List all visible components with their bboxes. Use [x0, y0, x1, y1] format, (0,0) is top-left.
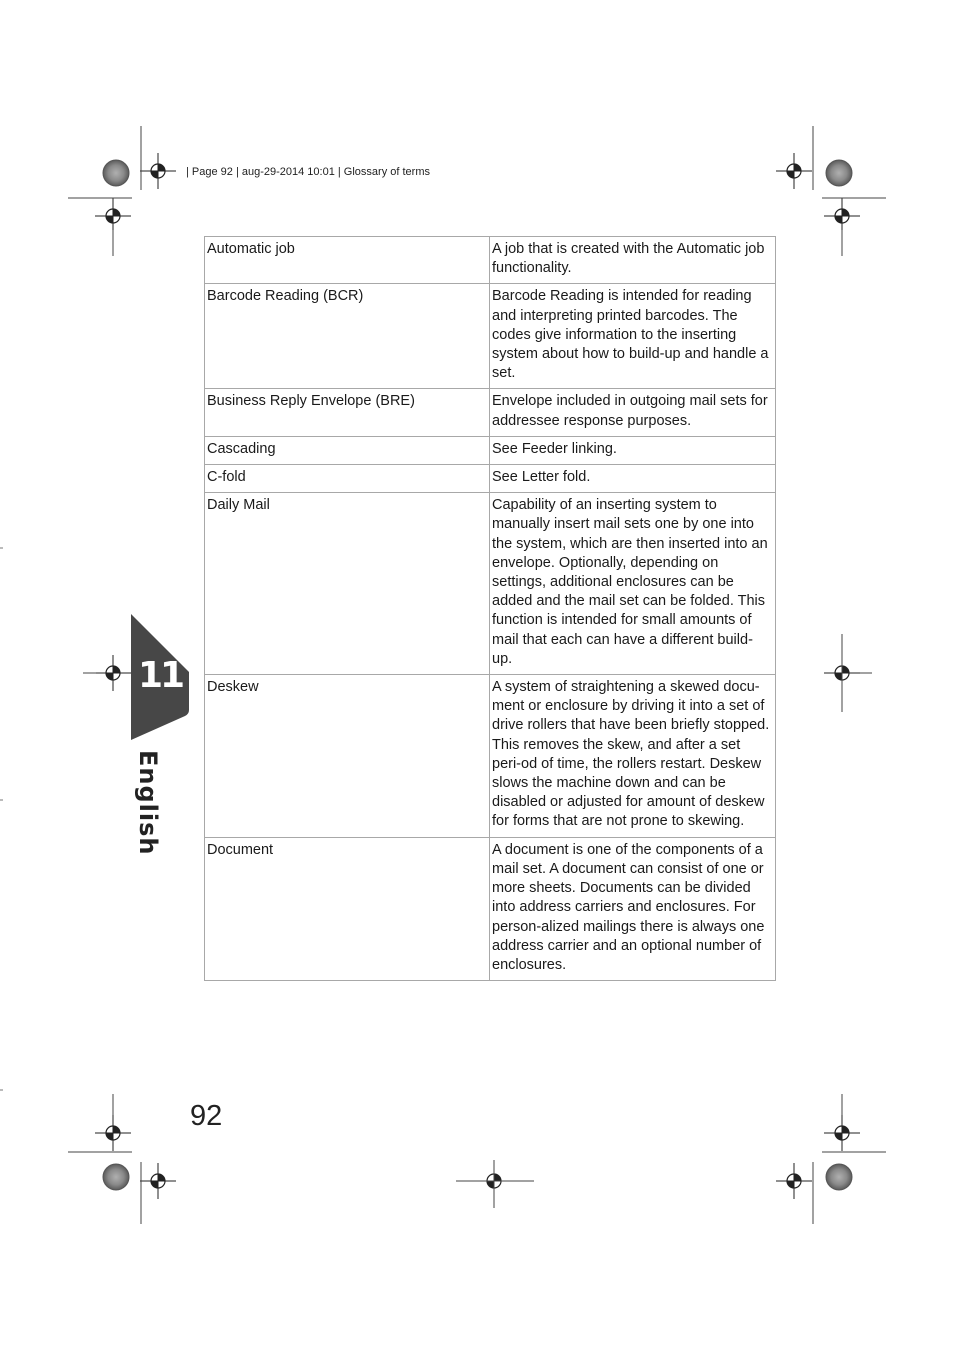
glossary-row: [205, 465, 776, 493]
chapter-number: 11: [137, 655, 183, 696]
glossary-definition: Envelope included in outgoing mail sets for addressee response purposes.: [490, 389, 776, 436]
glossary-term: Cascading: [205, 436, 490, 464]
glossary-row: [205, 675, 776, 838]
glossary-table: [204, 236, 776, 981]
glossary-row: [205, 237, 776, 284]
language-label: English: [134, 750, 162, 856]
glossary-definition: See Feeder linking.: [490, 436, 776, 464]
glossary-term: C-fold: [205, 465, 490, 493]
glossary-term: Document: [205, 837, 490, 980]
glossary-row: [205, 493, 776, 675]
page-number: 92: [190, 1100, 223, 1132]
glossary-definition: A system of straightening a skewed docu-ment or enclosure by driving it into a set of drive rollers that have been briefly stopped. This removes the skew, and after a set peri-od of time, the rollers restart. Deskew slows the machine down and can be disabled or adjusted for amount of deskew for forms that are not prone to skewing.: [490, 675, 776, 838]
glossary-term: Business Reply Envelope (BRE): [205, 389, 490, 436]
glossary-row: [205, 837, 776, 980]
glossary-row: [205, 436, 776, 464]
glossary-definition: A job that is created with the Automatic job functionality.: [490, 237, 776, 284]
glossary-definition: Barcode Reading is intended for reading and interpreting printed barcodes. The codes give information to the inserting system about how to build-up and handle a set.: [490, 284, 776, 389]
glossary-row: [205, 389, 776, 436]
glossary-row: [205, 284, 776, 389]
glossary-term: Daily Mail: [205, 493, 490, 675]
print-header: | Page 92 | aug-29-2014 10:01 | Glossary of terms: [186, 166, 430, 178]
glossary-term: Barcode Reading (BCR): [205, 284, 490, 389]
glossary-term: Deskew: [205, 675, 490, 838]
glossary-term: Automatic job: [205, 237, 490, 284]
glossary-definition: See Letter fold.: [490, 465, 776, 493]
glossary-definition: A document is one of the components of a mail set. A document can consist of one or more sheets. Documents can be divided into address carriers and enclosures. For person-alized mailings there is always one address carrier and an optional number of enclosures.: [490, 837, 776, 980]
glossary-definition: Capability of an inserting system to manually insert mail sets one by one into the system, which are then inserted into an envelope. Optionally, depending on settings, additional enclosures can be added and the mail set can be folded. This function is intended for small amounts of mail that each can have a different build-up.: [490, 493, 776, 675]
